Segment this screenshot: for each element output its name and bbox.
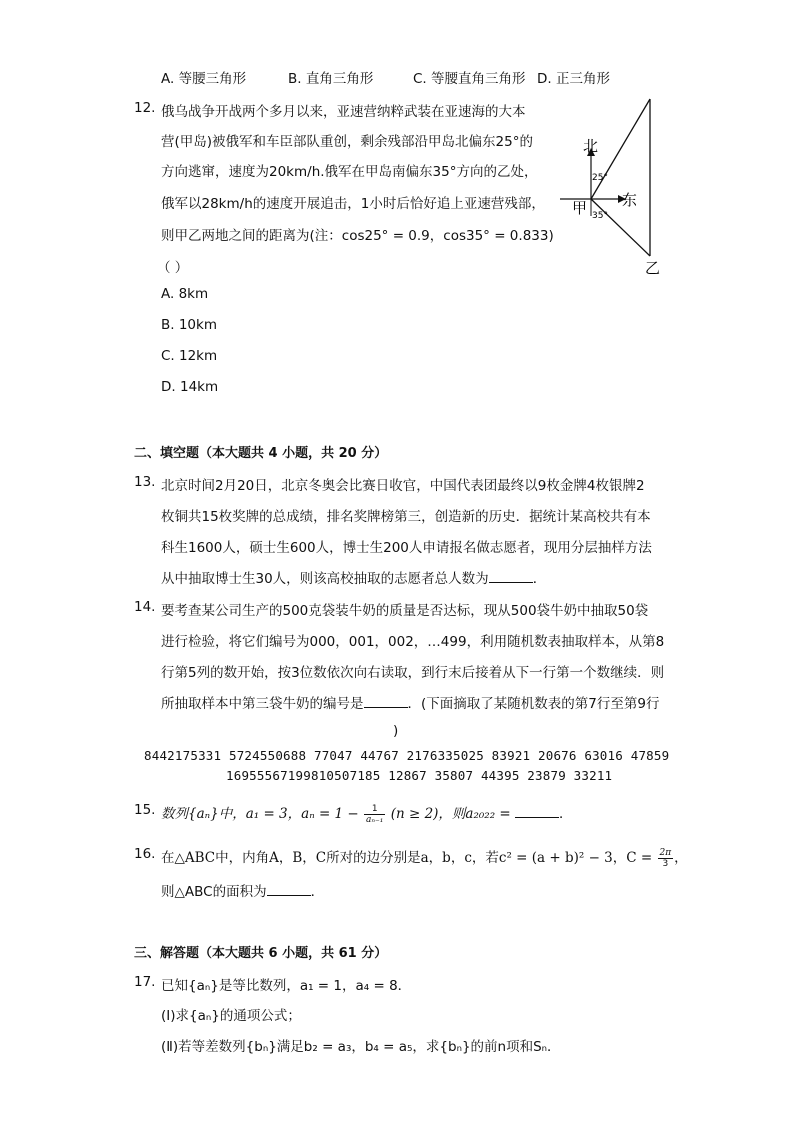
q15-post: (n ≥ 2)，则a₂₀₂₂ =	[390, 806, 511, 822]
q14-line-2: 进行检验，将它们编号为000，001，002，…499，利用随机数表抽取样本，从第8	[161, 634, 665, 650]
q13-line-4	[161, 567, 546, 587]
q12-line-5: 则甲乙两地之间的距离为(注：cos25° = 0.9，cos35° = 0.833)	[161, 228, 554, 244]
q16-body	[161, 846, 688, 869]
random-table-row-1: 8442175331 5724550688 77047 44767 2176335025 83921 20676 63016 47859	[144, 748, 670, 763]
q16-number: 16.	[134, 846, 156, 862]
q12-paren: （ ）	[157, 260, 189, 276]
q14-line-4	[161, 692, 659, 712]
q11-option-b: B. 直角三角形	[288, 71, 374, 87]
q11-option-c: C. 等腰直角三角形	[413, 71, 526, 87]
q16-fraction	[658, 848, 674, 869]
q16-end: ．	[310, 884, 325, 900]
jia-label: 甲	[572, 199, 588, 217]
q13-line-4-text: 从中抽取博士生30人，则该高校抽取的志愿者总人数为	[161, 571, 489, 587]
q15-end: ．	[559, 806, 573, 822]
q16-frac-num: 2π	[659, 847, 672, 858]
angle-25-label: 25°	[592, 173, 608, 183]
q14-line-4-text: 所抽取样本中第三袋牛奶的编号是	[161, 696, 364, 712]
q13-answer-blank	[489, 570, 533, 583]
q12-option-d: D. 14km	[161, 379, 219, 395]
q17-number: 17.	[134, 974, 156, 990]
q12-line-1: 俄乌战争开战两个多月以来，亚速营纳粹武装在亚速海的大本	[161, 104, 526, 120]
section-2-heading: 二、填空题（本大题共 4 小题，共 20 分）	[134, 446, 388, 461]
q11-option-a: A. 等腰三角形	[161, 71, 247, 87]
q12-option-a: A. 8km	[161, 286, 209, 302]
q14-line-4-end: ．(下面摘取了某随机数表的第7行至第9行	[407, 696, 660, 712]
q14-close-paren: )	[393, 723, 399, 739]
q12-option-c: C. 12km	[161, 348, 218, 364]
q15-number: 15.	[134, 802, 156, 818]
q14-answer-blank	[364, 695, 408, 708]
q12-line-3: 方向逃窜，速度为20km/h.俄军在甲岛南偏东35°方向的乙处，	[161, 164, 538, 180]
q16-frac-den: 3	[662, 858, 669, 869]
q16-answer-blank	[267, 883, 311, 896]
q13-line-2: 枚铜共15枚奖牌的总成绩，排名奖牌榜第三，创造新的历史．据统计某高校共有本	[161, 509, 651, 525]
q16-line-2-text: 则△ABC的面积为	[161, 884, 267, 900]
q14-line-1: 要考查某公司生产的500克袋装牛奶的质量是否达标，现从500袋牛奶中抽取50袋	[161, 603, 649, 619]
q16-pre: 在△ABC中，内角A，B，C所对的边分别是a，b，c，若c² = (a + b)² − 3，C =	[161, 850, 653, 866]
q15-fraction	[364, 804, 385, 825]
q13-end: ．	[532, 571, 547, 587]
q12-figure	[558, 96, 678, 276]
q15-body	[161, 802, 573, 825]
north-label: 北	[583, 137, 599, 155]
q12-line-4: 俄军以28km/h的速度开展追击，1小时后恰好追上亚速营残部，	[161, 196, 545, 212]
q13-number: 13.	[134, 474, 156, 490]
q14-number: 14.	[134, 599, 156, 615]
angle-35-label: 35°	[592, 211, 608, 221]
q15-frac-den: aₙ₋₁	[366, 814, 384, 825]
section-3-heading: 三、解答题（本大题共 6 小题，共 61 分）	[134, 946, 388, 961]
q13-line-1: 北京时间2月20日，北京冬奥会比赛日收官，中国代表团最终以9枚金牌4枚银牌2	[161, 478, 645, 494]
q17-part-2: (Ⅱ)若等差数列{bₙ}满足b₂ = a₃，b₄ = a₅，求{bₙ}的前n项和Sₙ．	[161, 1039, 561, 1055]
random-table-row-2: 16955567199810507185 12867 35807 44395 23879 33211	[226, 768, 613, 783]
q17-part-1: (Ⅰ)求{aₙ}的通项公式；	[161, 1008, 301, 1024]
q15-frac-num: 1	[364, 804, 385, 815]
q16-line-2	[161, 880, 324, 900]
q16-post: ，	[674, 850, 688, 866]
q12-number: 12.	[134, 100, 156, 116]
q12-line-2: 营(甲岛)被俄军和车臣部队重创，剩余残部沿甲岛北偏东25°的	[161, 134, 533, 150]
q17-line-1: 已知{aₙ}是等比数列，a₁ = 1，a₄ = 8．	[161, 978, 412, 994]
yi-label: 乙	[645, 259, 661, 276]
q15-pre: 数列{aₙ}中，a₁ = 3，aₙ = 1 −	[161, 806, 359, 822]
q15-answer-blank	[515, 805, 559, 818]
q11-option-d: D. 正三角形	[537, 71, 610, 87]
q13-line-3: 科生1600人，硕士生600人，博士生200人申请报名做志愿者，现用分层抽样方法	[161, 540, 652, 556]
q14-line-3: 行第5列的数开始，按3位数依次向右读取，到行末后接着从下一行第一个数继续．则	[161, 665, 665, 681]
east-label: 东	[622, 191, 638, 209]
q12-option-b: B. 10km	[161, 317, 217, 333]
